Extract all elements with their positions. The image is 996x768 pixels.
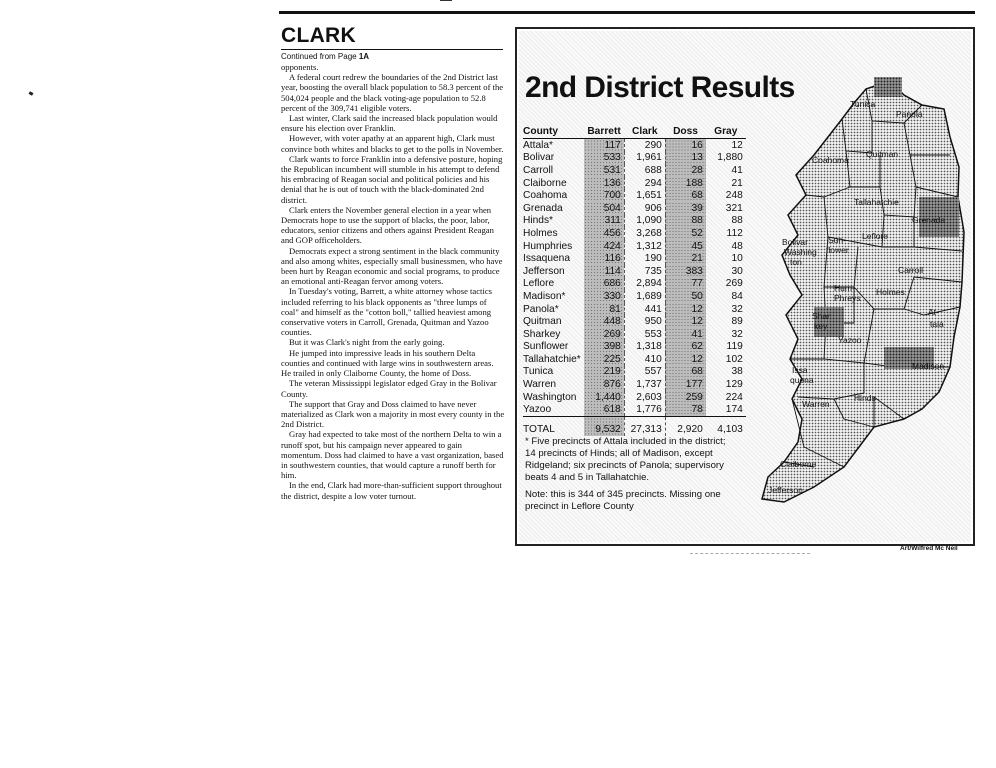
map-label-issaquena-1: Issa xyxy=(792,365,808,375)
cell-gray: 48 xyxy=(731,240,743,252)
cell-doss: 50 xyxy=(665,290,706,303)
cell-gray: 38 xyxy=(731,366,743,378)
map-label-tunica: Tunica xyxy=(850,99,876,109)
cell-barrett: 398 xyxy=(584,341,625,354)
cell-doss: 41 xyxy=(665,328,706,341)
cell-barrett: 686 xyxy=(584,278,625,291)
column-header-doss: Doss xyxy=(665,125,706,139)
cell-clark: 553 xyxy=(624,328,665,341)
cell-gray: 269 xyxy=(725,278,743,290)
cell-barrett: 114 xyxy=(584,265,625,278)
headline-rule xyxy=(281,49,503,50)
column-header-gray: Gray xyxy=(706,125,746,139)
map-label-claiborne: Claiborne xyxy=(780,459,817,469)
map-label-carroll: Carroll xyxy=(898,265,924,275)
map-label-attala-2: tala xyxy=(930,319,944,329)
article-body xyxy=(281,62,505,501)
cell-county: Madison* xyxy=(523,290,566,302)
map-label-madison: Madison xyxy=(912,361,945,371)
cell-barrett: 531 xyxy=(584,164,625,177)
cell-clark: 688 xyxy=(624,164,665,177)
article-paragraph: Clark enters the November general election in a year when Democrats hope to use the support of blacks, the poor, labor, educators, senior citizens and others against President Reagan and GOP officeholders. xyxy=(281,204,494,246)
cell-barrett: 330 xyxy=(584,290,625,303)
cell-county: Tunica xyxy=(523,366,554,378)
article-paragraph: However, with voter apathy at an apparent high, Clark must convince both whites and blacks to get to the polls in November. xyxy=(281,133,504,154)
article-paragraph: Last winter, Clark said the increased black population would ensure his election over Franklin. xyxy=(281,113,498,134)
cell-county: Holmes xyxy=(523,227,558,239)
table-row xyxy=(523,215,746,228)
article-paragraph: opponents. xyxy=(281,62,319,72)
cell-clark: 1,689 xyxy=(624,290,665,303)
table-row xyxy=(523,403,746,416)
cell-doss: 177 xyxy=(665,378,706,391)
table-row xyxy=(523,227,746,240)
cell-barrett: 533 xyxy=(584,152,625,165)
cell-barrett: 81 xyxy=(584,303,625,316)
district-outline xyxy=(762,81,964,502)
cell-doss: 12 xyxy=(665,315,706,328)
article-paragraph: In Tuesday's voting, Barrett, a white attorney whose tactics included referring to his black opponents as "three lumps of coal" and himself as the "cotton boll," tallied heaviest among conservative voters in Carroll, Grenada, Quitman and Yazoo counties. xyxy=(281,286,492,338)
map-label-issaquena-2: quena xyxy=(790,375,814,385)
table-row xyxy=(523,341,746,354)
table-row xyxy=(523,328,746,341)
cell-doss: 78 xyxy=(665,403,706,416)
cell-county: Humphries xyxy=(523,240,573,252)
table-row xyxy=(523,315,746,328)
cell-gray: 1,880 xyxy=(717,152,743,164)
total-label: TOTAL xyxy=(523,417,584,436)
table-row xyxy=(523,278,746,291)
cell-gray: 12 xyxy=(731,139,743,151)
total-row xyxy=(523,417,746,436)
cell-doss: 88 xyxy=(665,215,706,228)
cell-gray: 89 xyxy=(731,316,743,328)
article-paragraph: Gray had expected to take most of the northern Delta to win a runoff spot, but his campaign never appeared to gain momentum. Doss had claimed to have a vast organization, based in southwestern counties, that would capture a runoff berth for him. xyxy=(281,429,504,481)
cell-barrett: 876 xyxy=(584,378,625,391)
total-clark: 27,313 xyxy=(624,417,665,436)
cell-clark: 1,318 xyxy=(624,341,665,354)
map-label-washington-2: ton xyxy=(790,257,802,267)
article-paragraph: Clark wants to force Franklin into a defensive posture, hoping the Republican incumbent will stumble in his attempt to defend his embracing of Reagan social and political policies and his denial that he is out of touch with the black-dominated 2nd district. xyxy=(281,153,503,205)
map-label-grenada: Grenada xyxy=(912,215,946,225)
cell-clark: 557 xyxy=(624,366,665,379)
table-row xyxy=(523,202,746,215)
map-label-attala-1: At- xyxy=(928,307,939,317)
article-paragraph: He jumped into impressive leads in his southern Delta counties and continued with large wins in southwestern areas. He trailed in only Claiborne County, the home of Doss. xyxy=(281,347,494,379)
map-label-holmes: Holmes xyxy=(876,287,905,297)
footnote-text: * Five precincts of Attala included in the district; 14 precincts of Hinds; all of Madison, except Ridgeland; six precincts of Panola; supervisory beats 4 and 5 in Tallahatchie. xyxy=(525,436,726,483)
cell-barrett: 116 xyxy=(584,252,625,265)
cell-clark: 735 xyxy=(624,265,665,278)
map-label-coahoma: Coahoma xyxy=(812,155,849,165)
map-label-humphreys-1: Hum- xyxy=(834,283,855,293)
cell-county: Panola* xyxy=(523,303,559,315)
cell-doss: 68 xyxy=(665,189,706,202)
map-label-sunflower-1: Sun- xyxy=(828,235,846,245)
map-label-sharkey-2: key xyxy=(814,321,828,331)
cell-gray: 174 xyxy=(725,404,743,416)
cell-gray: 32 xyxy=(731,303,743,315)
map-label-humphreys-2: Phreys xyxy=(834,293,861,303)
map-label-warren: Warren xyxy=(802,399,830,409)
map-label-leflore: Leflore xyxy=(862,231,888,241)
cell-county: Issaquena xyxy=(523,253,571,265)
map-label-panola: Panola xyxy=(896,109,923,119)
column-header-clark: Clark xyxy=(624,125,665,139)
cell-clark: 1,651 xyxy=(624,189,665,202)
table-body xyxy=(523,139,746,417)
cell-doss: 68 xyxy=(665,366,706,379)
cell-doss: 52 xyxy=(665,227,706,240)
cell-county: Bolivar xyxy=(523,152,555,164)
table-header-row xyxy=(523,125,746,139)
cell-barrett: 504 xyxy=(584,202,625,215)
column-header-barrett: Barrett xyxy=(584,125,625,139)
cell-county: Coahoma xyxy=(523,190,568,202)
cell-county: Sunflower xyxy=(523,341,569,353)
cell-county: Washington xyxy=(523,391,577,403)
map-label-jefferson: Jefferson xyxy=(768,485,803,495)
table-row xyxy=(523,378,746,391)
cell-county: Tallahatchie* xyxy=(523,353,581,365)
table-row xyxy=(523,139,746,152)
cell-barrett: 117 xyxy=(584,139,625,152)
cell-gray: 129 xyxy=(725,379,743,391)
cell-barrett: 424 xyxy=(584,240,625,253)
continued-prefix: Continued from Page xyxy=(281,52,357,61)
graphic-notes xyxy=(525,436,735,518)
cell-gray: 41 xyxy=(731,164,743,176)
total-doss: 2,920 xyxy=(665,417,706,436)
graphic-title: 2nd District Results xyxy=(525,71,795,104)
table-row xyxy=(523,366,746,379)
cell-clark: 906 xyxy=(624,202,665,215)
article-paragraph: But it was Clark's night from the early going. xyxy=(289,337,445,348)
cell-doss: 21 xyxy=(665,252,706,265)
cell-county: Jefferson xyxy=(523,265,565,277)
table-row xyxy=(523,391,746,404)
table-row xyxy=(523,252,746,265)
district-map xyxy=(754,47,968,517)
cell-barrett: 225 xyxy=(584,353,625,366)
cell-county: Carroll xyxy=(523,164,554,176)
cell-doss: 12 xyxy=(665,353,706,366)
cell-county: Sharkey xyxy=(523,328,561,340)
cell-gray: 32 xyxy=(731,328,743,340)
cell-gray: 112 xyxy=(726,227,743,239)
cell-barrett: 700 xyxy=(584,189,625,202)
cell-clark: 950 xyxy=(624,315,665,328)
table-row xyxy=(523,189,746,202)
map-label-quitman: Quitman xyxy=(866,149,899,159)
cell-county: Hinds* xyxy=(523,215,554,227)
cell-barrett: 311 xyxy=(584,215,625,228)
cell-gray: 10 xyxy=(731,253,743,265)
cell-clark: 2,603 xyxy=(624,391,665,404)
table-row xyxy=(523,353,746,366)
total-gray: 4,103 xyxy=(706,417,746,436)
table-row xyxy=(523,265,746,278)
cell-county: Leflore xyxy=(523,278,555,290)
cell-gray: 224 xyxy=(725,391,743,403)
article-paragraph: A federal court redrew the boundaries of the 2nd District last year, boosting the overall black population to 58.3 percent of the 504,024 people and the black voting-age population to 52.8 percent of the 309,741 eligible voters. xyxy=(281,72,504,113)
cell-gray: 21 xyxy=(731,177,743,189)
cell-county: Warren xyxy=(523,379,557,391)
scan-speck xyxy=(29,91,34,96)
cell-clark: 2,894 xyxy=(624,278,665,291)
cell-doss: 28 xyxy=(665,164,706,177)
cell-clark: 3,268 xyxy=(624,227,665,240)
cell-doss: 39 xyxy=(665,202,706,215)
art-credit: Art/Wilfred Mc Neil xyxy=(900,545,958,552)
cell-gray: 119 xyxy=(726,341,743,353)
cell-doss: 12 xyxy=(665,303,706,316)
cell-barrett: 219 xyxy=(584,366,625,379)
cell-doss: 13 xyxy=(665,152,706,165)
crop-mark xyxy=(690,553,810,555)
article-paragraph: In the end, Clark had more-than-sufficient support throughout the district, despite a low voter turnout. xyxy=(281,480,502,501)
map-label-bolivar: Bolivar xyxy=(782,237,808,247)
map-label-yazoo: Yazoo xyxy=(838,335,862,345)
cell-doss: 16 xyxy=(665,139,706,152)
cell-clark: 1,312 xyxy=(624,240,665,253)
article-paragraph: The veteran Mississippi legislator edged Gray in the Bolivar County. xyxy=(281,378,497,399)
continued-page: 1A xyxy=(358,52,370,61)
cell-barrett: 448 xyxy=(584,315,625,328)
article-paragraph: The support that Gray and Doss claimed to have never materialized as Clark won a majority in most every county in the 2nd District. xyxy=(281,398,505,430)
cell-county: Yazoo xyxy=(523,404,552,416)
map-label-sunflower-2: flower xyxy=(826,245,849,255)
cell-county: Attala* xyxy=(523,139,554,151)
cell-clark: 1,737 xyxy=(624,378,665,391)
cell-doss: 383 xyxy=(665,265,706,278)
cell-doss: 62 xyxy=(665,341,706,354)
article-paragraph: Democrats expect a strong sentiment in the black community and also among whites, especially small businessmen, who have been hurt by Reagan economic and social programs, to produce an emotional anti-Reagan fervor among voters. xyxy=(281,245,503,287)
cell-barrett: 269 xyxy=(584,328,625,341)
column-header-county: County xyxy=(523,125,584,139)
table-row xyxy=(523,177,746,190)
cell-gray: 248 xyxy=(725,190,743,202)
map-label-tallahatchie: Tallahatchie xyxy=(854,197,899,207)
table-row xyxy=(523,303,746,316)
cell-clark: 1,090 xyxy=(624,215,665,228)
article-column xyxy=(281,24,505,501)
cell-county: Quitman xyxy=(523,316,562,328)
cell-clark: 410 xyxy=(624,353,665,366)
cell-gray: 102 xyxy=(725,353,743,365)
cell-gray: 30 xyxy=(731,265,743,277)
page-top-rule xyxy=(279,11,975,14)
cell-county: Grenada xyxy=(523,202,563,214)
page-edge-mark xyxy=(440,0,452,1)
cell-gray: 84 xyxy=(731,290,743,302)
cell-clark: 294 xyxy=(624,177,665,190)
article-headline: CLARK xyxy=(281,24,356,47)
table-row xyxy=(523,240,746,253)
cell-gray: 88 xyxy=(731,215,743,227)
map-label-hinds: Hinds xyxy=(854,393,876,403)
continued-line xyxy=(281,52,505,62)
cell-clark: 441 xyxy=(624,303,665,316)
note-text: Note: this is 344 of 345 precincts. Missing one precinct in Leflore County xyxy=(525,489,721,512)
cell-clark: 1,961 xyxy=(624,152,665,165)
cell-doss: 259 xyxy=(665,391,706,404)
results-table xyxy=(523,125,746,436)
cell-barrett: 618 xyxy=(584,403,625,416)
cell-county: Claiborne xyxy=(523,177,567,189)
map-label-sharkey-1: Shar xyxy=(812,311,830,321)
cell-doss: 77 xyxy=(665,278,706,291)
cell-barrett: 456 xyxy=(584,227,625,240)
cell-clark: 190 xyxy=(624,252,665,265)
cell-doss: 188 xyxy=(665,177,706,190)
total-barrett: 9,532 xyxy=(584,417,625,436)
cell-clark: 1,776 xyxy=(624,403,665,416)
cell-gray: 321 xyxy=(725,202,743,214)
cell-barrett: 1,440 xyxy=(584,391,625,404)
cell-clark: 290 xyxy=(624,139,665,152)
table-row xyxy=(523,152,746,165)
cell-barrett: 136 xyxy=(584,177,625,190)
results-graphic xyxy=(515,27,975,546)
map-label-washington-1: Washing xyxy=(784,247,817,257)
table-row xyxy=(523,164,746,177)
cell-doss: 45 xyxy=(665,240,706,253)
table-row xyxy=(523,290,746,303)
